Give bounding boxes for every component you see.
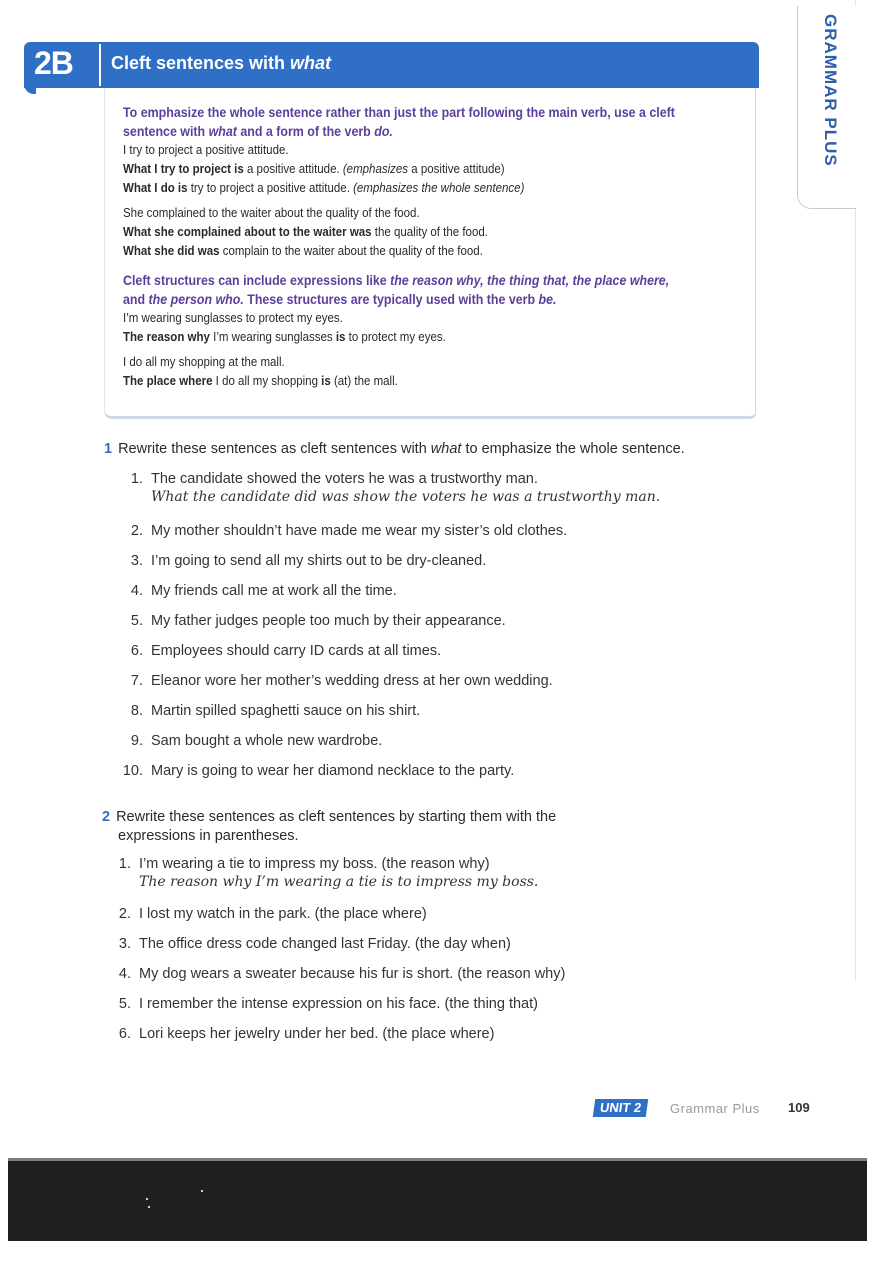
example-answer: The reason why I’m wearing a tie is to impress my boss. xyxy=(139,874,539,890)
list-item: 2. My mother shouldn’t have made me wear my sister’s old clothes. xyxy=(130,523,568,539)
list-item: 5. I remember the intense expression on his face. (the thing that) xyxy=(118,996,538,1012)
scan-speck xyxy=(148,1206,150,1208)
grammar-text xyxy=(123,103,693,391)
exercise-1-prompt: 1 Rewrite these sentences as cleft sentences with what to emphasize the whole sentence. xyxy=(104,441,685,457)
scan-speck xyxy=(146,1198,148,1200)
example-line: The reason why I’m wearing sunglasses is to protect my eyes. xyxy=(123,330,446,344)
unit-badge: UNIT 2 xyxy=(593,1099,649,1117)
exercise-number: 1 xyxy=(104,441,113,457)
example-line: I do all my shopping at the mall. xyxy=(123,355,285,369)
page-number: 109 xyxy=(788,1100,810,1115)
list-item: 1. I’m wearing a tie to impress my boss. (the reason why) The reason why I’m wearing a tie is to impress my boss. xyxy=(139,856,565,906)
example-line: I try to project a positive attitude. xyxy=(123,143,289,157)
section-badge: 2B xyxy=(34,45,73,81)
section-title xyxy=(111,53,331,74)
rule-2: Cleft structures can include expressions like the reason why, the thing that, the place where, and the person who. These structures are typically used with the verb be. xyxy=(123,273,670,307)
example-line: I’m wearing sunglasses to protect my eyes. xyxy=(123,311,343,325)
exercise-2-list xyxy=(118,856,566,1056)
list-item: 6. Employees should carry ID cards at all times. xyxy=(130,643,442,659)
list-item: 9. Sam bought a whole new wardrobe. xyxy=(130,733,383,749)
example-answer: What the candidate did was show the voters he was a trustworthy man. xyxy=(151,489,661,505)
side-tab-label: GRAMMAR PLUS xyxy=(821,14,840,167)
list-item: 4. My dog wears a sweater because his fur is short. (the reason why) xyxy=(118,966,566,982)
exercise-number: 2 xyxy=(102,809,111,825)
example-line: She complained to the waiter about the quality of the food. xyxy=(123,206,420,220)
scan-dark-band xyxy=(8,1158,867,1241)
list-item: 2. I lost my watch in the park. (the place where) xyxy=(118,906,427,922)
footer-section: Grammar Plus xyxy=(670,1101,760,1116)
example-line: What I try to project is a positive attitude. (emphasizes a positive attitude) xyxy=(123,162,505,176)
list-item: 7. Eleanor wore her mother’s wedding dress at her own wedding. xyxy=(130,673,553,689)
list-item: 5. My father judges people too much by their appearance. xyxy=(130,613,506,629)
list-item: 10. Mary is going to wear her diamond necklace to the party. xyxy=(122,763,515,779)
exercise-2-prompt: 2 Rewrite these sentences as cleft sentences by starting them with the expressions in parentheses. xyxy=(102,809,557,844)
list-item: 8. Martin spilled spaghetti sauce on his shirt. xyxy=(130,703,421,719)
list-item: 3. I’m going to send all my shirts out to be dry-cleaned. xyxy=(130,553,487,569)
title-italic: what xyxy=(290,53,332,73)
example-line: What I do is try to project a positive attitude. (emphasizes the whole sentence) xyxy=(123,181,525,195)
list-item: 4. My friends call me at work all the time. xyxy=(130,583,397,599)
list-item: 6. Lori keeps her jewelry under her bed. (the place where) xyxy=(118,1026,495,1042)
list-item: 1. The candidate showed the voters he was a trustworthy man. What the candidate did was show the voters he was a trustworthy man. xyxy=(130,471,661,505)
scan-speck xyxy=(201,1190,203,1192)
banner-tail xyxy=(24,80,36,94)
rule-1: To emphasize the whole sentence rather than just the part following the main verb, use a cleft sentence with what and a form of the verb do. xyxy=(123,105,675,139)
example-line: What she complained about to the waiter was the quality of the food. xyxy=(123,225,488,239)
example-line: The place where I do all my shopping is (at) the mall. xyxy=(123,374,398,388)
badge-separator xyxy=(99,44,101,86)
list-item: 3. The office dress code changed last Friday. (the day when) xyxy=(118,936,511,952)
title-prefix: Cleft sentences with xyxy=(111,53,291,73)
exercise-1-list xyxy=(122,471,661,793)
example-line: What she did was complain to the waiter about the quality of the food. xyxy=(123,244,483,258)
